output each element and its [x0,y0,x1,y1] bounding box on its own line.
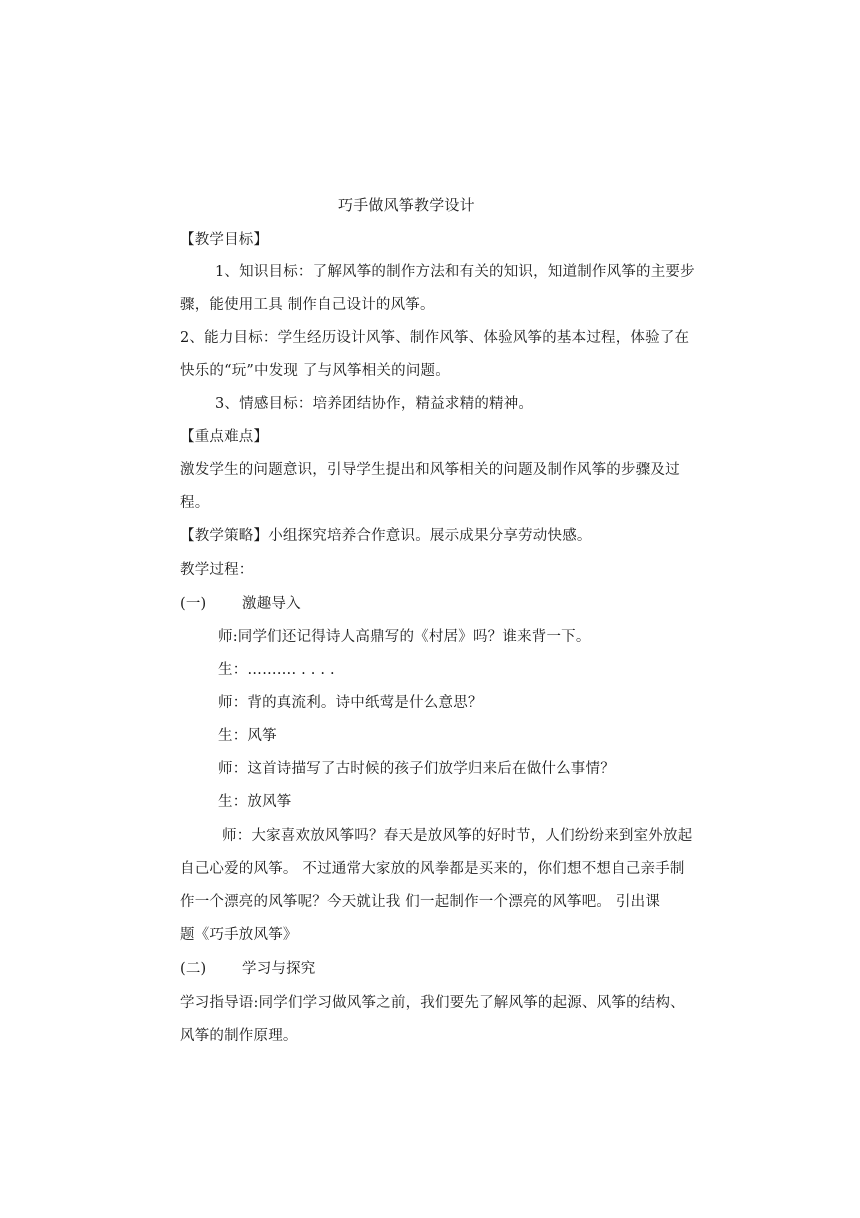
dialog-line-3: 师：背的真流利。诗中纸莺是什么意思？ [218,695,483,711]
section-1-number: (一) [180,596,207,612]
dialog-line-6: 生：放风筝 [218,794,292,810]
paragraph-line-2: 自己心爱的风筝。 不过通常大家放的风拳都是买来的，你们想不想自己亲手制 [180,861,685,877]
paragraph-line-3: 作一个漂亮的风筝呢？今天就让我 们一起制作一个漂亮的风筝吧。 引出课 [180,894,661,910]
document-title: 巧手做风筝教学设计 [338,196,475,214]
keypoints-heading: 【重点难点】 [180,429,269,445]
guide-line-2: 风筝的制作原理。 [180,1028,298,1044]
paragraph-line-1: 师：大家喜欢放风筝吗？春天是放风筝的好时节，人们纷纷来到室外放起 [222,828,693,844]
keypoints-line-1: 激发学生的问题意识，引导学生提出和风筝相关的问题及制作风筝的步骤及过 [180,462,680,478]
objective-1-line-1: 1、知识目标：了解风筝的制作方法和有关的知识，知道制作风筝的主要步 [215,264,695,280]
dialog-line-1: 师:同学们还记得诗人高鼎写的《村居》吗？谁来背一下。 [218,629,591,645]
section-2-number: (二) [180,961,207,977]
paragraph-line-4: 题《巧手放风筝》 [180,927,298,943]
dialog-line-4: 生：风筝 [218,728,277,744]
objective-1-line-2: 骤，能使用工具 制作自己设计的风筝。 [180,297,435,313]
guide-line-1: 学习指导语:同学们学习做风筝之前，我们要先了解风筝的起源、风筝的结构、 [180,995,685,1011]
section-1-title: 激趣导入 [242,596,301,612]
dialog-line-5: 师：这首诗描写了古时候的孩子们放学归来后在做什么事情？ [218,761,615,777]
process-heading: 教学过程： [180,562,254,578]
dialog-line-2: 生：………. . . . . [218,662,335,678]
section-2-title: 学习与探究 [242,961,316,977]
keypoints-line-2: 程。 [180,495,210,511]
objective-3: 3、情感目标：培养团结协作，精益求精的精神。 [215,396,534,412]
objectives-heading: 【教学目标】 [180,232,269,248]
strategy-line: 【教学策略】小组探究培养合作意识。展示成果分享劳动快感。 [180,528,592,544]
objective-2-line-1: 2、能力目标：学生经历设计风筝、制作风筝、体验风筝的基本过程，体验了在 [180,330,690,346]
objective-2-line-2: 快乐的“玩”中发现 了与风筝相关的问题。 [180,363,450,379]
